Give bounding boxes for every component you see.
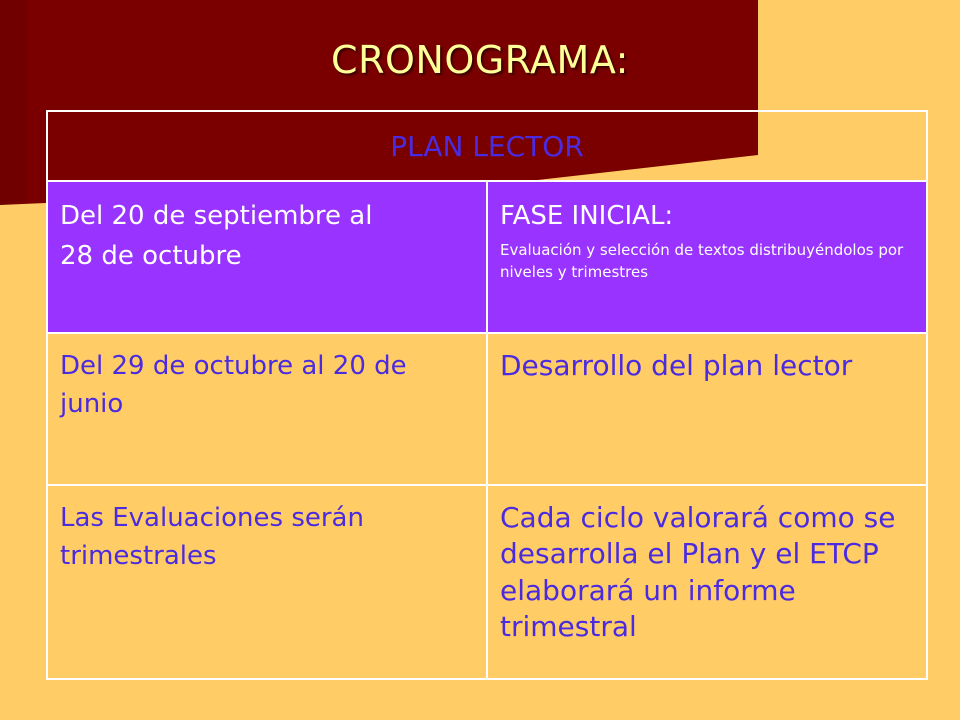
date-cell bbox=[47, 181, 487, 333]
table-row bbox=[47, 485, 927, 679]
date-cell bbox=[47, 485, 487, 679]
slide-title: CRONOGRAMA: bbox=[331, 38, 629, 82]
activity-cell bbox=[487, 485, 927, 679]
activity-text: Desarrollo del plan lector bbox=[500, 349, 853, 382]
date-text: Del 29 de octubre al 20 de junio bbox=[60, 351, 407, 419]
table-row bbox=[47, 333, 927, 485]
phase-detail: Evaluación y selección de textos distribuyéndolos por niveles y trimestres bbox=[500, 241, 904, 282]
activity-cell bbox=[487, 181, 927, 333]
schedule-table bbox=[46, 110, 928, 680]
activity-text: Cada ciclo valorará como se desarrolla el Plan y el ETCP elaborará un informe trimestral bbox=[500, 501, 896, 644]
date-cell bbox=[47, 333, 487, 485]
table-row bbox=[47, 181, 927, 333]
date-line-1: Del 20 de septiembre al bbox=[60, 201, 373, 231]
phase-title: FASE INICIAL: bbox=[500, 201, 674, 231]
table-header-row bbox=[47, 111, 927, 181]
date-text: Las Evaluaciones serán trimestrales bbox=[60, 503, 364, 571]
activity-cell bbox=[487, 333, 927, 485]
date-line-2: 28 de octubre bbox=[60, 241, 242, 272]
table-header: PLAN LECTOR bbox=[47, 111, 927, 181]
